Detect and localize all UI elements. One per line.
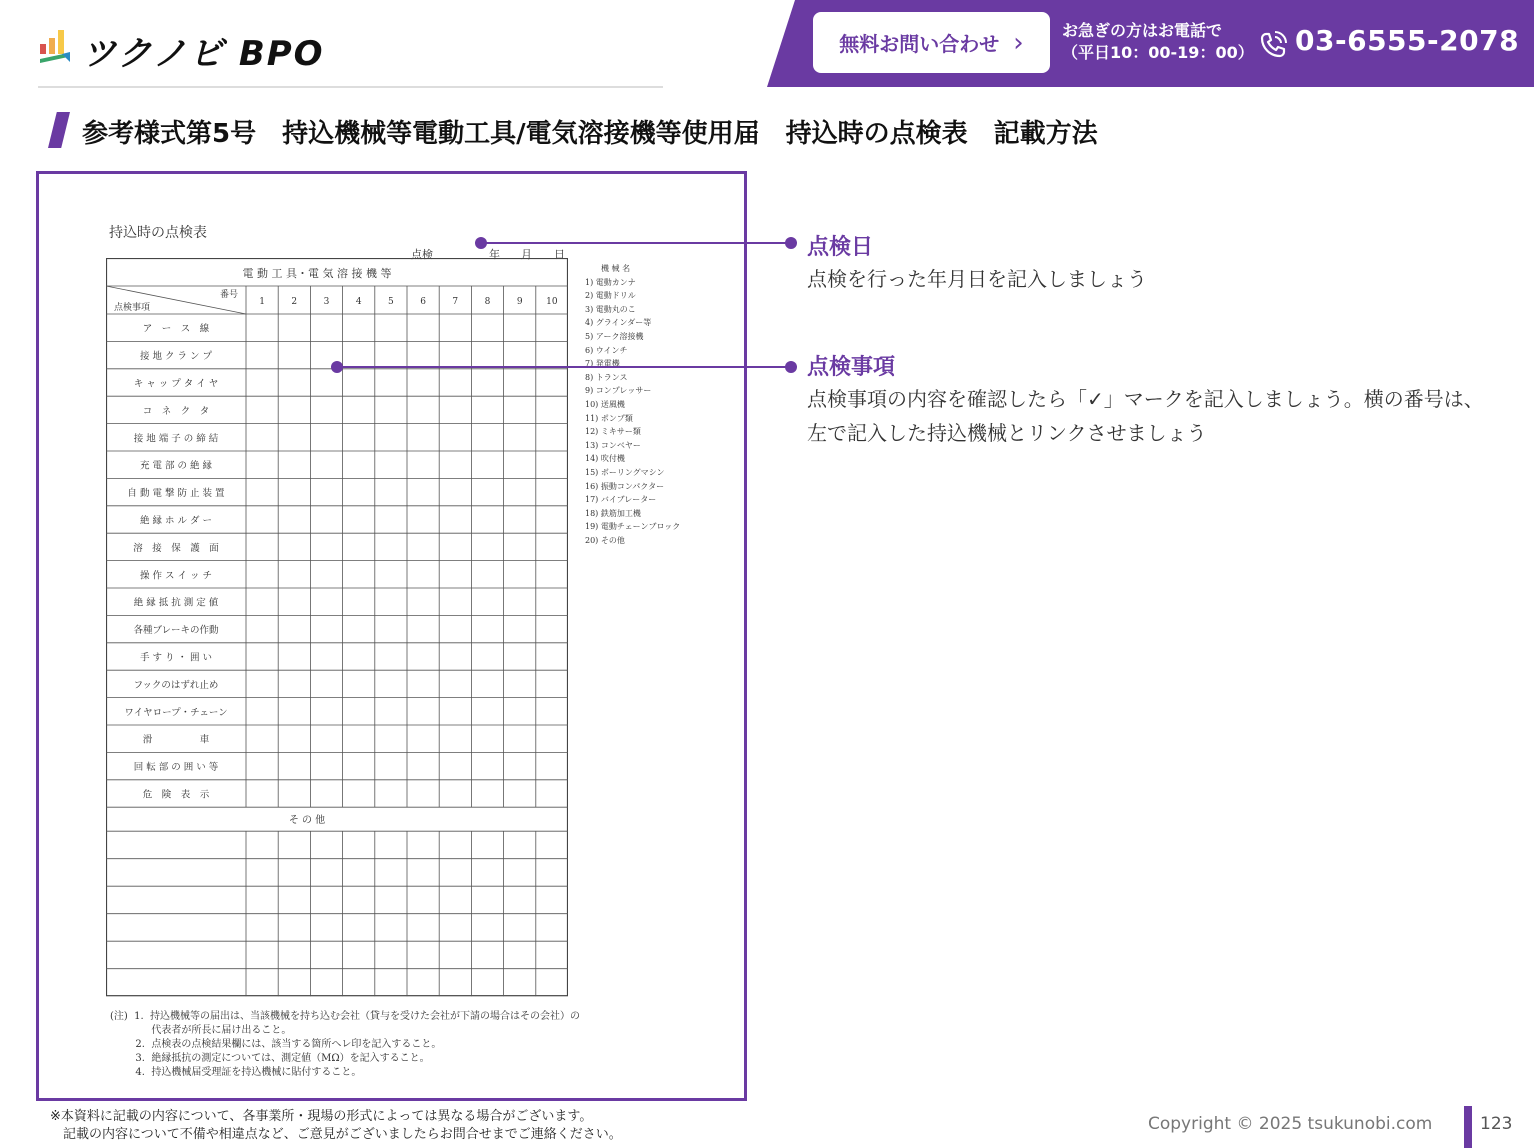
- machine-list-item: 14) 吹付機: [585, 454, 625, 464]
- callout-date-title: 点検日: [807, 235, 874, 260]
- column-number: 8: [484, 297, 491, 307]
- machine-list-item: 18) 鉄筋加工機: [585, 508, 641, 518]
- column-number: 2: [291, 297, 298, 307]
- inspection-item: 危 険 表 示: [142, 789, 210, 801]
- machine-list-item: 10) 送風機: [585, 399, 625, 409]
- inspection-item: 手 す り ・ 囲 い: [139, 652, 213, 664]
- machine-list-item: 7) 発電機: [585, 359, 620, 369]
- machine-list-item: 15) ボーリングマシン: [585, 467, 665, 477]
- machine-list-item: 11) ポンプ類: [585, 413, 633, 423]
- disclaimer-line-2: 記載の内容について不備や相違点など、ご意見がございましたらお問合せまでご連絡ください。: [50, 1127, 622, 1142]
- logo-text: ツクノビ BPO: [82, 34, 325, 74]
- column-number: 5: [388, 297, 394, 307]
- inspection-item: 充 電 部 の 絶 縁: [139, 460, 213, 472]
- contact-button[interactable]: [813, 12, 1050, 73]
- machine-list-item: 5) アーク溶接機: [585, 331, 644, 341]
- machine-list-item: 12) ミキサー類: [585, 427, 641, 437]
- urgent-note: [1062, 20, 1254, 64]
- inspection-item: ア ー ス 線: [142, 323, 210, 335]
- column-number: 1: [259, 297, 265, 307]
- corner-number-label: 番号: [219, 290, 238, 300]
- inspection-item: 絶 縁 ホ ル ダ ー: [139, 515, 213, 527]
- machine-list-item: 3) 電動丸のこ: [585, 304, 636, 314]
- machine-list-item: 6) ウインチ: [585, 345, 628, 355]
- machine-list-header: 機 械 名: [601, 264, 631, 273]
- machine-list-item: 9) コンプレッサー: [585, 386, 652, 396]
- form-date-year: 年: [489, 248, 500, 261]
- disclaimer-line-1: ※本資料に記載の内容について、各事業所・現場の形式によっては異なる場合がございます。: [50, 1109, 593, 1124]
- form-note-line: 代表者が所長に届け出ること。: [110, 1025, 292, 1036]
- inspection-item: 各種ブレーキの作動: [133, 625, 219, 637]
- page-title: 参考様式第5号 持込機械等電動工具/電気溶接機等使用届 持込時の点検表 記載方法: [82, 119, 1098, 149]
- form-note-line: 2. 点検表の点検結果欄には、該当する箇所へレ印を記入すること。: [110, 1039, 442, 1050]
- form-date-label: 点検: [411, 248, 433, 261]
- inspection-item: キ ャ ッ プ タ イ ヤ: [133, 378, 219, 390]
- contact-button-label: 無料お問い合わせ: [839, 32, 1000, 56]
- inspection-item: 溶 接 保 護 面: [133, 542, 219, 554]
- inspection-item: 回 転 部 の 囲 い 等: [133, 762, 219, 774]
- form-title: 持込時の点検表: [109, 225, 207, 241]
- column-number: 4: [355, 297, 362, 307]
- callout-items-desc: 点検事項の内容を確認したら「✓」マークを記入しましょう。横の番号は、左で記入した持込機械とリンクさせましょう: [807, 387, 1484, 445]
- callout-dot-items-end: [785, 361, 797, 373]
- inspection-item: 滑 車: [142, 734, 210, 746]
- inspection-item: コ ネ ク タ: [142, 405, 210, 417]
- callout-dot-date-end: [785, 237, 797, 249]
- column-number: 10: [546, 297, 558, 307]
- column-number: 7: [452, 297, 459, 307]
- column-number: 9: [516, 297, 523, 307]
- inspection-table: [106, 258, 568, 998]
- inspection-item: フックのはずれ止め: [133, 679, 219, 691]
- title-accent: [48, 112, 70, 148]
- inspection-item: 操 作 ス イ ッ チ: [139, 570, 213, 582]
- machine-list-item: 16) 振動コンパクター: [585, 481, 665, 491]
- copyright: Copyright © 2025 tsukunobi.com: [1148, 1114, 1433, 1134]
- form-note-line: 4. 持込機械届受理証を持込機械に貼付すること。: [110, 1067, 362, 1078]
- column-number: 3: [323, 297, 330, 307]
- column-number: 6: [420, 297, 426, 307]
- inspection-item: 接 地 端 子 の 締 結: [133, 433, 219, 445]
- machine-list-item: 20) その他: [585, 535, 625, 545]
- machine-list-item: 19) 電動チェーンブロック: [585, 522, 681, 532]
- machine-list-item: 2) 電動ドリル: [585, 291, 636, 301]
- machine-list-item: 13) コンベヤー: [585, 440, 641, 450]
- disclaimer: [50, 1108, 622, 1144]
- phone-number[interactable]: 03-6555-2078: [1295, 24, 1520, 57]
- form-notes: [110, 1010, 580, 1080]
- form-note-line: 3. 絶縁抵抗の測定については、測定値（MΩ）を記入すること。: [110, 1053, 430, 1064]
- form-note-line: (注) 1. 持込機械等の届出は、当該機械を持ち込む会社（貸与を受けた会社が下請の場合はその会社）の: [110, 1011, 581, 1022]
- machine-list-item: 17) バイブレーター: [585, 495, 657, 505]
- machine-list: [585, 262, 680, 547]
- header-divider: [38, 86, 663, 88]
- inspection-item: 接 地 ク ラ ン プ: [139, 351, 213, 363]
- machine-list-item: 1) 電動カンナ: [585, 277, 636, 287]
- other-label: そ の 他: [288, 815, 326, 827]
- callout-date-desc: 点検を行った年月日を記入しましょう: [807, 267, 1147, 291]
- page-number: 123: [1480, 1114, 1513, 1134]
- corner-item-label: 点検事項: [114, 303, 151, 313]
- inspection-item: 自 動 電 撃 防 止 装 置: [127, 488, 225, 500]
- inspection-item: ワイヤロープ・チェーン: [124, 707, 228, 719]
- callout-items-title: 点検事項: [807, 355, 896, 380]
- logo-icon: [38, 26, 72, 66]
- chevron-right-icon: ›: [1013, 27, 1024, 58]
- machine-list-item: 4) グラインダー等: [585, 318, 652, 328]
- machine-list-item: 8) トランス: [585, 372, 628, 382]
- inspection-item: 絶 縁 抵 抗 測 定 値: [133, 597, 219, 609]
- urgent-line-1: お急ぎの方はお電話で: [1062, 21, 1223, 40]
- phone-icon: [1258, 30, 1288, 60]
- table-header-label: 電 動 工 具・電 気 溶 接 機 等: [242, 267, 392, 280]
- urgent-line-2: （平日10：00-19：00）: [1062, 43, 1254, 62]
- page-number-accent: [1464, 1106, 1472, 1148]
- form-date-month: 月: [521, 248, 532, 261]
- form-date-day: 日: [554, 248, 565, 261]
